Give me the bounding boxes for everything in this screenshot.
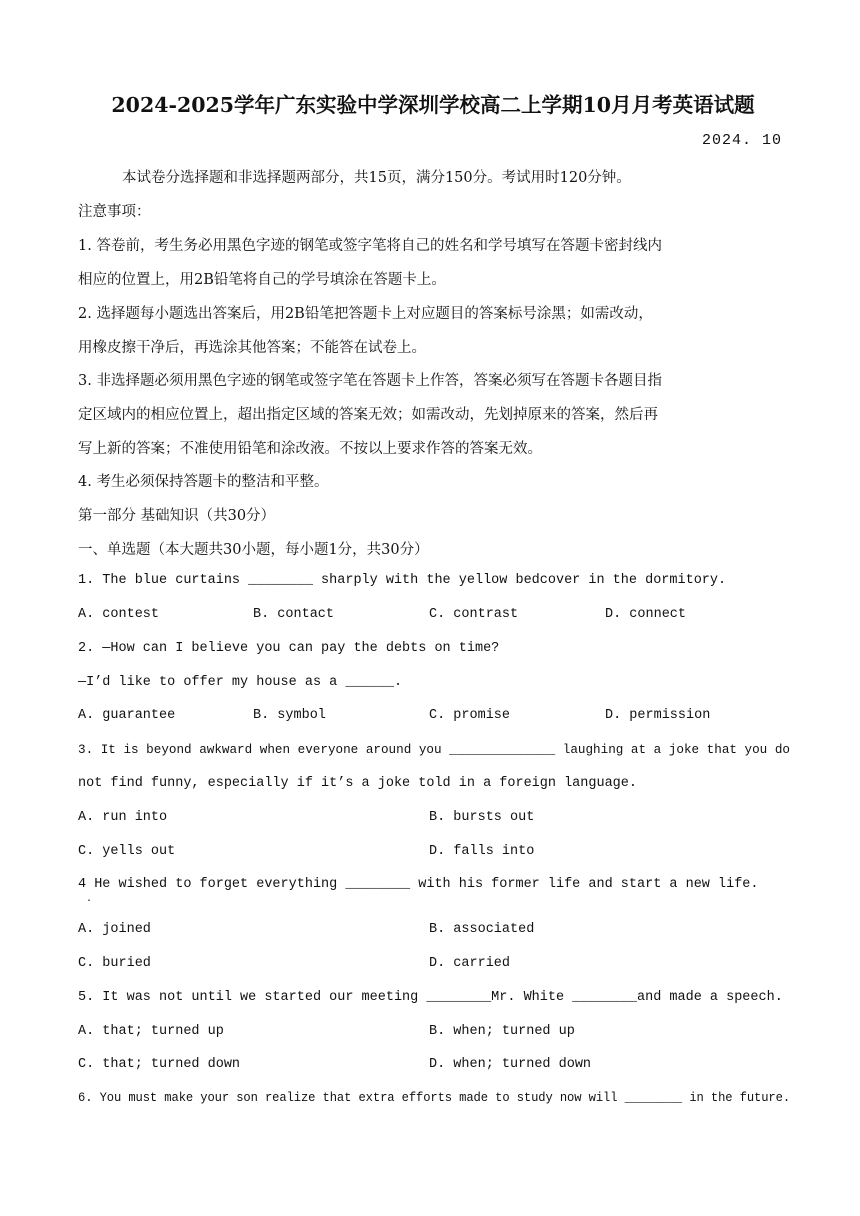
exam-date: 2024. 10 [701, 132, 782, 149]
notice-line: 1. 答卷前，考生务必用黑色字迹的钢笔或签字笔将自己的姓名和学号填写在答题卡密封线内 [78, 238, 662, 254]
notice-line: 相应的位置上，用2B铅笔将自己的学号填涂在答题卡上。 [78, 272, 446, 288]
stray-dot: · [86, 896, 93, 907]
notice-line: 4. 考生必须保持答题卡的整洁和平整。 [78, 474, 329, 490]
option-b: B. bursts out [429, 810, 535, 825]
option-b: B. contact [253, 607, 335, 622]
option-d: D. permission [605, 708, 711, 723]
question-stem: 1. The blue curtains ________ sharply with the yellow bedcover in the dormitory. [78, 573, 727, 588]
option-d: D. connect [605, 607, 687, 622]
option-a: A. joined [78, 922, 151, 937]
part-heading: 第一部分 基础知识（共30分） [78, 508, 276, 524]
option-b: B. symbol [253, 708, 326, 723]
question-stem: 4 He wished to forget everything ________ with his former life and start a new life. [78, 877, 759, 892]
notice-line: 写上新的答案；不准使用铅笔和涂改液。不按以上要求作答的答案无效。 [78, 441, 542, 457]
option-c: C. that; turned down [78, 1057, 241, 1072]
option-a: A. that; turned up [78, 1024, 224, 1039]
question-stem: 2. —How can I believe you can pay the debts on time? [78, 641, 500, 656]
notice-line: 2. 选择题每小题选出答案后，用2B铅笔把答题卡上对应题目的答案标号涂黑；如需改动， [78, 306, 653, 322]
question-stem: 5. It was not until we started our meeting ________Mr. White ________and made a speech. [78, 990, 783, 1005]
option-c: C. contrast [429, 607, 519, 622]
notice-line: 定区域内的相应位置上，超出指定区域的答案无效；如需改动，先划掉原来的答案，然后再 [78, 407, 658, 423]
option-c: C. promise [429, 708, 511, 723]
option-c: C. yells out [78, 844, 176, 859]
option-b: B. associated [429, 922, 535, 937]
notice-line: 用橡皮擦干净后，再选涂其他答案；不能答在试卷上。 [78, 340, 426, 356]
question-stem: 3. It is beyond awkward when everyone around you ______________ laughing at a joke that you do [78, 742, 790, 757]
notice-line: 3. 非选择题必须用黑色字迹的钢笔或签字笔在答题卡上作答，答案必须写在答题卡各题目指 [78, 373, 662, 389]
option-d: D. when; turned down [429, 1057, 592, 1072]
question-stem-continued: not find funny, especially if it’s a joke told in a foreign language. [78, 776, 637, 791]
question-stem-continued: —I’d like to offer my house as a ______. [78, 675, 403, 690]
option-a: A. contest [78, 607, 160, 622]
exam-title: 2024-2025学年广东实验中学深圳学校高二上学期10月月考英语试题 [111, 93, 755, 117]
option-c: C. buried [78, 956, 151, 971]
option-b: B. when; turned up [429, 1024, 575, 1039]
section-heading: 一、单选题（本大题共30小题，每小题1分，共30分） [78, 542, 429, 558]
question-stem: 6. You must make your son realize that extra efforts made to study now will ________ in the future. [78, 1091, 791, 1105]
option-a: A. run into [78, 810, 168, 825]
option-a: A. guarantee [78, 708, 176, 723]
exam-intro: 本试卷分选择题和非选择题两部分，共15页，满分150分。考试用时120分钟。 [122, 170, 631, 186]
option-d: D. carried [429, 956, 511, 971]
option-d: D. falls into [429, 844, 535, 859]
notice-heading: 注意事项： [78, 204, 151, 220]
